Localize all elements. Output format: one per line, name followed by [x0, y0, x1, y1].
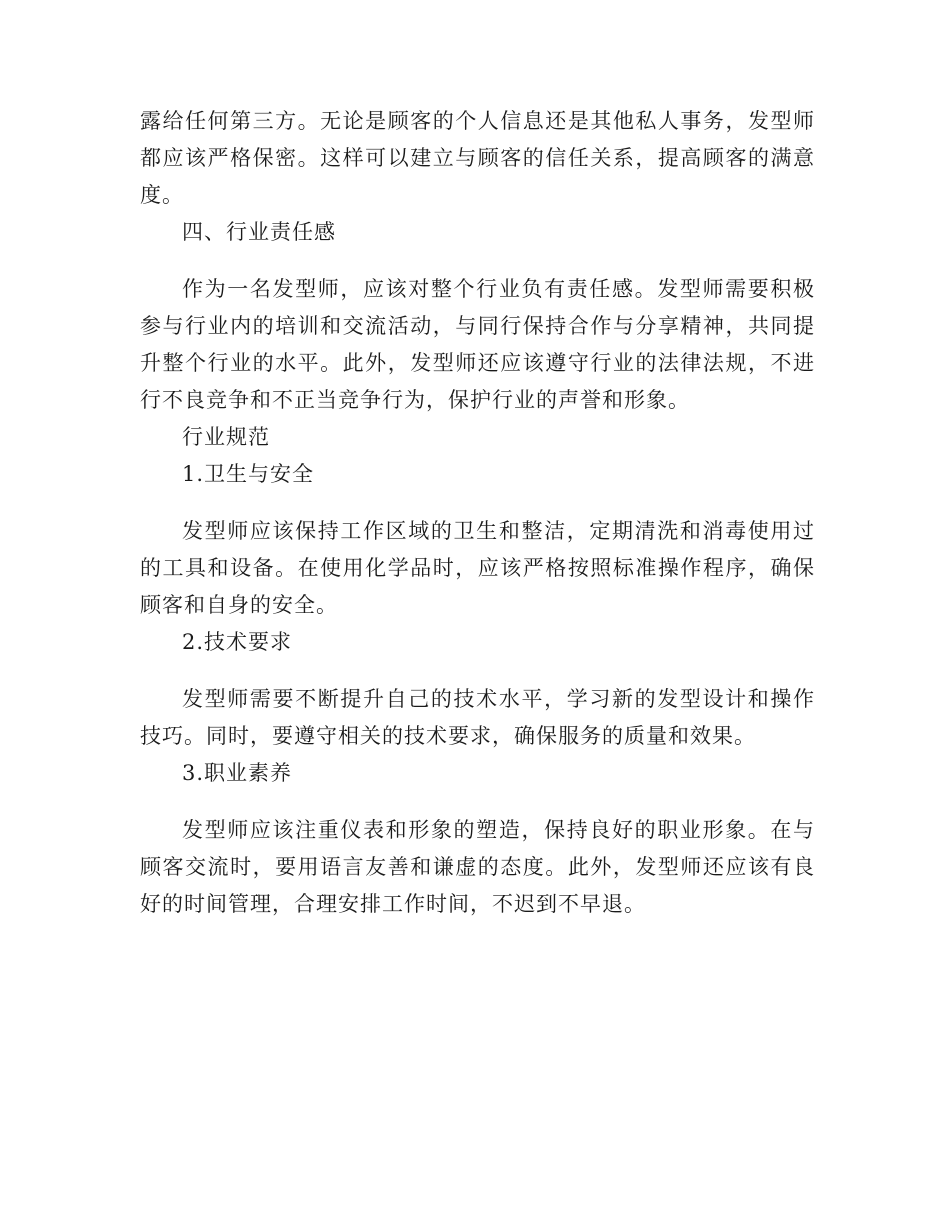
subheading-hygiene-safety: 1.卫生与安全 — [182, 462, 315, 486]
paragraph-technical-requirements: 发型师需要不断提升自己的技术水平，学习新的发型设计和操作技巧。同时，要遵守相关的技术要求，确保服务的质量和效果。 — [140, 687, 815, 748]
subheading-professional-qualities: 3.职业素养 — [182, 761, 293, 785]
document-body — [140, 103, 815, 923]
paragraph-confidentiality-continued: 露给任何第三方。无论是顾客的个人信息还是其他私人事务，发型师都应该严格保密。这样可以建立与顾客的信任关系，提高顾客的满意度。 — [140, 109, 815, 207]
paragraph-hygiene-safety: 发型师应该保持工作区域的卫生和整洁，定期清洗和消毒使用过的工具和设备。在使用化学品时，应该严格按照标准操作程序，确保顾客和自身的安全。 — [140, 519, 815, 617]
subheading-technical-requirements: 2.技术要求 — [182, 630, 293, 654]
section-heading-industry-norms: 行业规范 — [182, 425, 270, 449]
paragraph-professional-qualities: 发型师应该注重仪表和形象的塑造，保持良好的职业形象。在与顾客交流时，要用语言友善和谦虚的态度。此外，发型师还应该有良好的时间管理，合理安排工作时间，不迟到不早退。 — [140, 818, 815, 916]
paragraph-industry-responsibility: 作为一名发型师，应该对整个行业负有责任感。发型师需要积极参与行业内的培训和交流活动，与同行保持合作与分享精神，共同提升整个行业的水平。此外，发型师还应该遵守行业的法律法规，不进行不良竞争和不正当竞争行为，保护行业的声誉和形象。 — [140, 277, 815, 412]
section-heading-industry-responsibility: 四、行业责任感 — [182, 220, 336, 244]
